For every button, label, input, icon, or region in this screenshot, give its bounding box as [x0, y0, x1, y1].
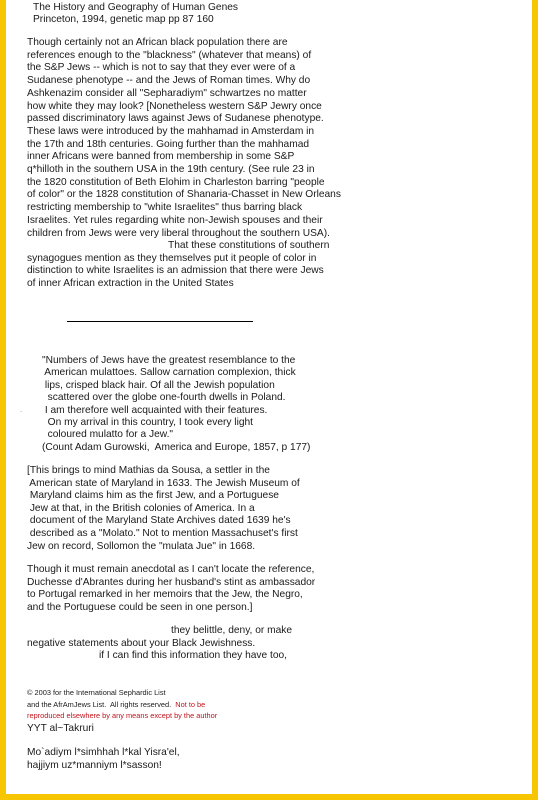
copyright-line-1: © 2003 for the International Sephardic List [27, 688, 166, 697]
copyright-line-2 [27, 699, 205, 710]
para1-line: the S&P Jews -- which is not to say that they ever were of a [27, 62, 296, 74]
para3-line: document of the Maryland State Archives dated 1639 he's [27, 515, 291, 527]
para2-line: of inner African extraction in the United States [27, 278, 234, 290]
para4-line: and the Portuguese could be seen in one person.] [27, 601, 253, 613]
para1-line: inner Africans were banned from membership in some S&P [27, 151, 295, 163]
information-line: if I can find this information they have too, [99, 650, 288, 661]
para4-line: to Portugal remarked in her memoirs that the Jew, the Negro, [27, 589, 303, 601]
para2-line: That these constitutions of southern [168, 240, 330, 251]
stray-dot: . [20, 405, 23, 414]
signature: YYT al~Takruri [27, 723, 94, 734]
para1-line: Israelites. Yet rules regarding white non-Jewish spouses and their [27, 214, 323, 226]
quote-line: American mulattoes. Sallow carnation complexion, thick [42, 367, 296, 379]
para3-line: Jew on record, Sollomon the "mulata Jue" in 1668. [27, 540, 256, 552]
para1-line: Though certainly not an African black population there are [27, 37, 288, 48]
quote-line: I am therefore well acquainted with their features. [42, 404, 268, 416]
quote-line: On my arrival in this country, I took every light [42, 417, 253, 428]
closing-line-2: hajjiym uz*manniym l*sasson! [27, 760, 162, 771]
source-note-line-1: The History and Geography of Human Genes [33, 2, 238, 13]
copyright-warning: reproduced elsewhere by any means except by the author [27, 711, 218, 720]
para3-line: American state of Maryland in 1633. The Jewish Museum of [27, 477, 300, 489]
para1-line: the 1820 constitution of Beth Elohim in Charleston barring "people [27, 176, 325, 188]
para1-line: the 17th and 18th centuries. Going further than the mahhamad [27, 138, 310, 150]
para4-line: Duchesse d'Abrantes during her husband's stint as ambassador [27, 576, 316, 588]
para3-line: Jew at that, in the British colonies of America. In a [27, 502, 255, 514]
quote-line: "Numbers of Jews have the greatest resemblance to the [42, 355, 296, 366]
quote-line: lips, crisped black hair. Of all the Jewish population [42, 379, 275, 391]
quote-line: (Count Adam Gurowski, America and Europe, 1857, p 177) [42, 441, 311, 453]
para1-line: restricting membership to "white Israelites" thus barring black [27, 202, 303, 214]
quote-line: scattered over the globe one-fourth dwells in Poland. [42, 392, 286, 404]
para2-line: synagogues mention as they themselves put it people of color in [27, 252, 317, 264]
closing-line-1: Mo`adiym l*simhhah l*kal Yisra'el, [27, 747, 180, 758]
belittle-line: they belittle, deny, or make [171, 625, 292, 636]
para1-line: These laws were introduced by the mahhamad in Amsterdam in [27, 125, 315, 137]
source-note-line-2: Princeton, 1994, genetic map pp 87 160 [33, 14, 214, 25]
copyright-warning-start: Not to be [173, 700, 206, 709]
para1-line: children from Jews were very liberal throughout the southern USA). [27, 227, 330, 239]
copyright-rights: and the AfrAmJews List. All rights reserved. [27, 700, 174, 709]
negative-statements-line: negative statements about your Black Jewishness. [27, 638, 256, 649]
para1-line: passed discriminatory laws against Jews of Sudanese phenotype. [27, 113, 324, 125]
para3-line: described as a "Molato." Not to mention Massachuset's first [27, 528, 298, 539]
para1-line: references enough to the "blackness" (whatever that means) of [27, 49, 312, 61]
quote-line: coloured mulatto for a Jew." [42, 429, 174, 441]
section-divider [67, 321, 253, 322]
para3-line: Maryland claims him as the first Jew, and a Portuguese [27, 490, 279, 502]
para2-line: distinction to white Israelites is an admission that there were Jews [27, 265, 324, 277]
para1-line: how white they may look? [Nonetheless western S&P Jewry once [27, 100, 322, 112]
para3-line: [This brings to mind Mathias da Sousa, a settler in the [27, 465, 270, 476]
para1-line: q*hilloth in the southern USA in the 19th century. (See rule 23 in [27, 164, 315, 175]
para4-line: Though it must remain anecdotal as I can't locate the reference, [27, 564, 315, 575]
para1-line: Ashkenazim consider all "Sepharadiym" schwartzes no matter [27, 87, 307, 99]
para1-line: Sudanese phenotype -- and the Jews of Roman times. Why do [27, 75, 311, 87]
para1-line: of color" or the 1828 constitution of Shanaria-Chasset in New Orleans [27, 189, 341, 201]
